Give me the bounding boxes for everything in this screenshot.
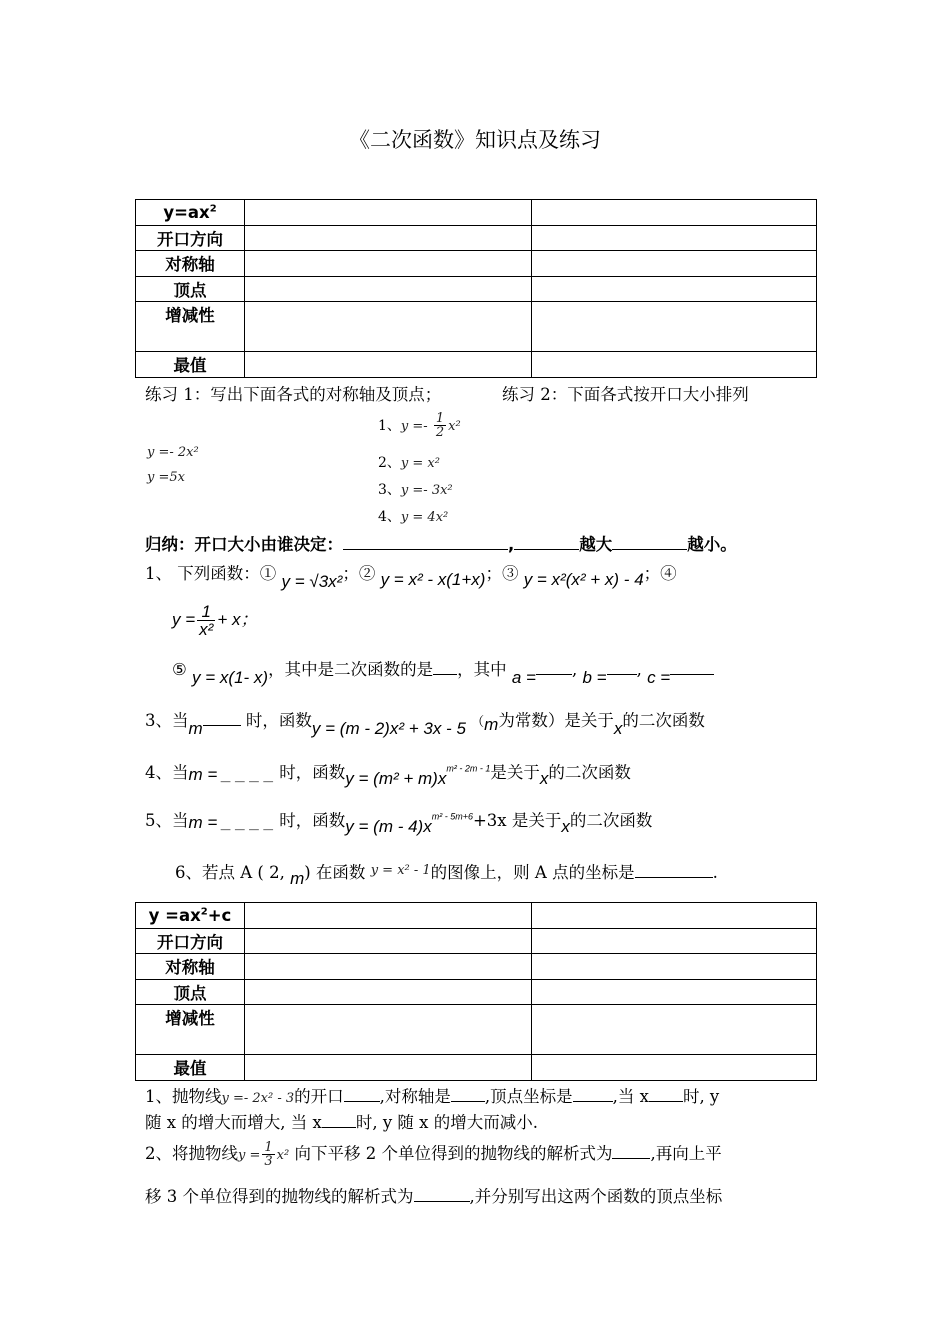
question-5: 5、当m = _ _ _ _ 时，函数$y = (m - 4)x^{m^2 - 5m+6}+3x$ 是关于x的二次函数 [145, 811, 653, 836]
ex2-item-1: 1、y =- $\frac{1}{2}$ x² [378, 411, 461, 440]
table-cell[interactable] [245, 352, 532, 378]
ex1-item: y =5x [147, 470, 185, 485]
question-1: 1、 下列函数：① y = √3x²；② y = x² - x(1+x)；③ y = x²(x² + x) - 4；④ [145, 564, 677, 591]
table-cell[interactable] [532, 302, 817, 352]
row-label: 顶点 [136, 979, 245, 1005]
question-1-item-4: y = $\frac{1}{\text{x²}}$ + x； [172, 602, 258, 639]
table-cell[interactable] [245, 276, 532, 302]
blank[interactable] [414, 1187, 470, 1202]
table-cell[interactable] [532, 200, 817, 226]
blank[interactable] [451, 1087, 485, 1102]
blank[interactable] [635, 863, 713, 878]
row-label: 对称轴 [136, 954, 245, 980]
table-cell[interactable] [245, 251, 532, 277]
table-header: $y=ax^2$ [136, 200, 245, 226]
problem-2-line-2: 移 3 个单位得到的抛物线的解析式为 ,并分别写出这两个函数的顶点坐标 [145, 1187, 723, 1206]
table-cell[interactable] [532, 225, 817, 251]
blank[interactable] [514, 535, 579, 550]
problem-1-line-2: 随 x 的增大而增大, 当 x 时, y 随 x 的增大而减小. [145, 1113, 538, 1132]
ex2-item-3: 3、y =- 3x² [378, 482, 453, 498]
table-cell[interactable] [532, 928, 817, 954]
table-cell[interactable] [532, 1005, 817, 1055]
ex2-item-2: 2、y = x² [378, 455, 440, 471]
row-label: 增减性 [136, 302, 245, 352]
row-label: 增减性 [136, 1005, 245, 1055]
row-label: 最值 [136, 1055, 245, 1081]
table-cell[interactable] [245, 1055, 532, 1081]
blank[interactable] [612, 535, 687, 550]
blank[interactable] [344, 1087, 380, 1102]
row-label: 顶点 [136, 276, 245, 302]
table-cell[interactable] [532, 954, 817, 980]
exercise-2-heading: 练习 2：下面各式按开口大小排列 [502, 385, 749, 404]
problem-1-line-1: 1、抛物线y =- 2x² - 3的开口 ,对称轴是 ,顶点坐标是 ,当 x 时, y [145, 1087, 720, 1106]
table-cell[interactable] [245, 954, 532, 980]
blank[interactable] [573, 1087, 613, 1102]
table-cell[interactable] [532, 1055, 817, 1081]
table-cell[interactable] [532, 276, 817, 302]
blank[interactable] [607, 660, 637, 675]
table-cell[interactable] [532, 251, 817, 277]
blank[interactable] [649, 1087, 683, 1102]
page-title: 《二次函数》知识点及练习 [349, 128, 601, 152]
table-cell[interactable] [245, 928, 532, 954]
row-label: 最值 [136, 352, 245, 378]
table-cell[interactable] [245, 302, 532, 352]
row-label: 对称轴 [136, 251, 245, 277]
table-cell[interactable] [245, 979, 532, 1005]
table-cell[interactable] [245, 903, 532, 929]
table-cell[interactable] [245, 1005, 532, 1055]
blank[interactable] [670, 660, 714, 675]
table-cell[interactable] [532, 979, 817, 1005]
table-y-ax2-c [135, 902, 817, 1081]
exercise-1-heading: 练习 1：写出下面各式的对称轴及顶点； [145, 385, 442, 404]
problem-2-line-1: 2、将抛物线y = $\frac{1}{3}$ x² 向下平移 2 个单位得到的抛物线的解析式为 ,再向上平 [145, 1140, 722, 1169]
blank[interactable] [612, 1144, 650, 1159]
blank[interactable] [322, 1113, 356, 1128]
question-1-item-5: ⑤ y = x(1- x)，其中是二次函数的是 ，其中 a = , b = , c = [172, 656, 714, 680]
blank[interactable] [536, 660, 572, 675]
row-label: 开口方向 [136, 225, 245, 251]
blank[interactable] [343, 535, 508, 550]
question-4: 4、当m = _ _ _ _ 时，函数$y = (m^2 + m)x^{m^2 - 2m - 1}$是关于x的二次函数 [145, 763, 631, 788]
table-cell[interactable] [532, 352, 817, 378]
summary: 归纳：开口大小由谁决定： , 越大 越小。 [145, 535, 737, 554]
table-header: $y =ax^2+c$ [136, 903, 245, 929]
ex2-item-4: 4、y = 4x² [378, 509, 449, 525]
table-cell[interactable] [245, 225, 532, 251]
blank[interactable] [433, 660, 457, 675]
ex1-item: y =- 2x² [147, 445, 199, 460]
question-3: 3、当m 时，函数y = (m - 2)x² + 3x - 5 （m为常数）是关于x的二次函数 [145, 711, 705, 738]
table-y-ax2 [135, 199, 817, 378]
table-cell[interactable] [245, 200, 532, 226]
row-label: 开口方向 [136, 928, 245, 954]
question-6: 6、若点 A ( 2, m) 在函数 $^{y = x^2 - 1}$的图像上，则 A 点的坐标是 . [175, 863, 718, 888]
blank[interactable] [203, 711, 241, 726]
table-cell[interactable] [532, 903, 817, 929]
